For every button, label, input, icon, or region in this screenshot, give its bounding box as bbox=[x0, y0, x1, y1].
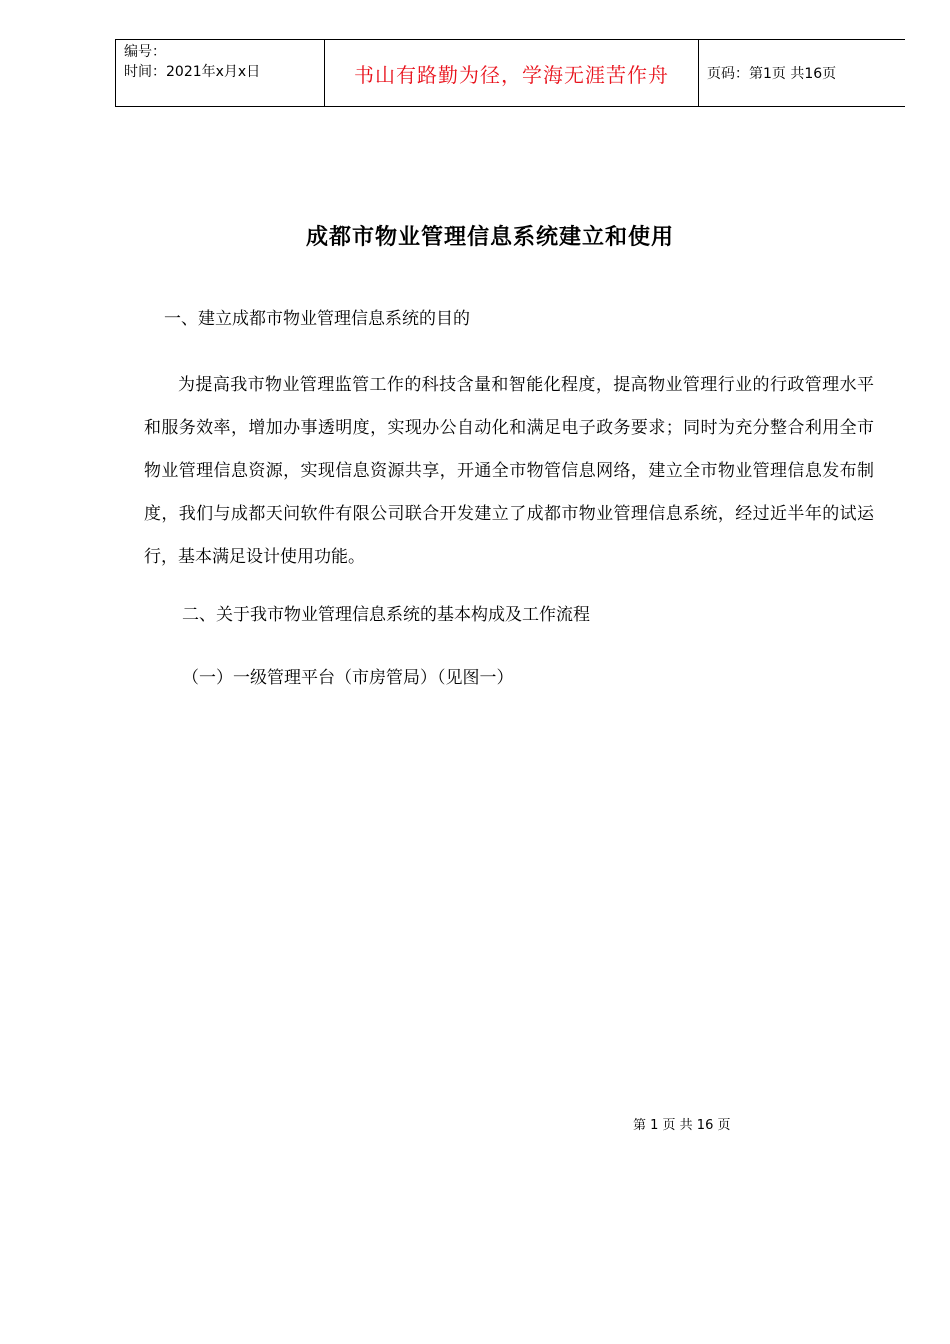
footer-page-number: 第 1 页 共 16 页 bbox=[633, 1118, 731, 1133]
header-motto: 书山有路勤为径，学海无涯苦作舟 bbox=[354, 62, 669, 87]
header-page-info: 页码：第1页 共16页 bbox=[707, 66, 837, 82]
number-label: 编号： bbox=[124, 44, 166, 60]
section1-heading: 一、建立成都市物业管理信息系统的目的 bbox=[164, 309, 470, 329]
document-title: 成都市物业管理信息系统建立和使用 bbox=[305, 225, 674, 250]
header-motto-cell bbox=[325, 40, 699, 107]
header-table bbox=[115, 39, 905, 107]
header-page-info-cell bbox=[699, 40, 906, 107]
header-meta-cell bbox=[116, 40, 325, 107]
time-label: 时间：2021年x月x日 bbox=[124, 64, 261, 80]
section2-heading: 二、关于我市物业管理信息系统的基本构成及工作流程 bbox=[182, 605, 590, 625]
section1-paragraph: 为提高我市物业管理监管工作的科技含量和智能化程度，提高物业管理行业的行政管理水平和服务效率，增加办事透明度，实现办公自动化和满足电子政务要求；同时为充分整合利用全市物业管理信息资源，实现信息资源共享，开通全市物管信息网络，建立全市物业管理信息发布制度，我们与成都天问软件有限公司联合开发建立了成都市物业管理信息系统，经过近半年的试运行，基本满足设计使用功能。 bbox=[144, 375, 874, 567]
subsection1-heading: （一）一级管理平台（市房管局）（见图一） bbox=[182, 668, 514, 688]
